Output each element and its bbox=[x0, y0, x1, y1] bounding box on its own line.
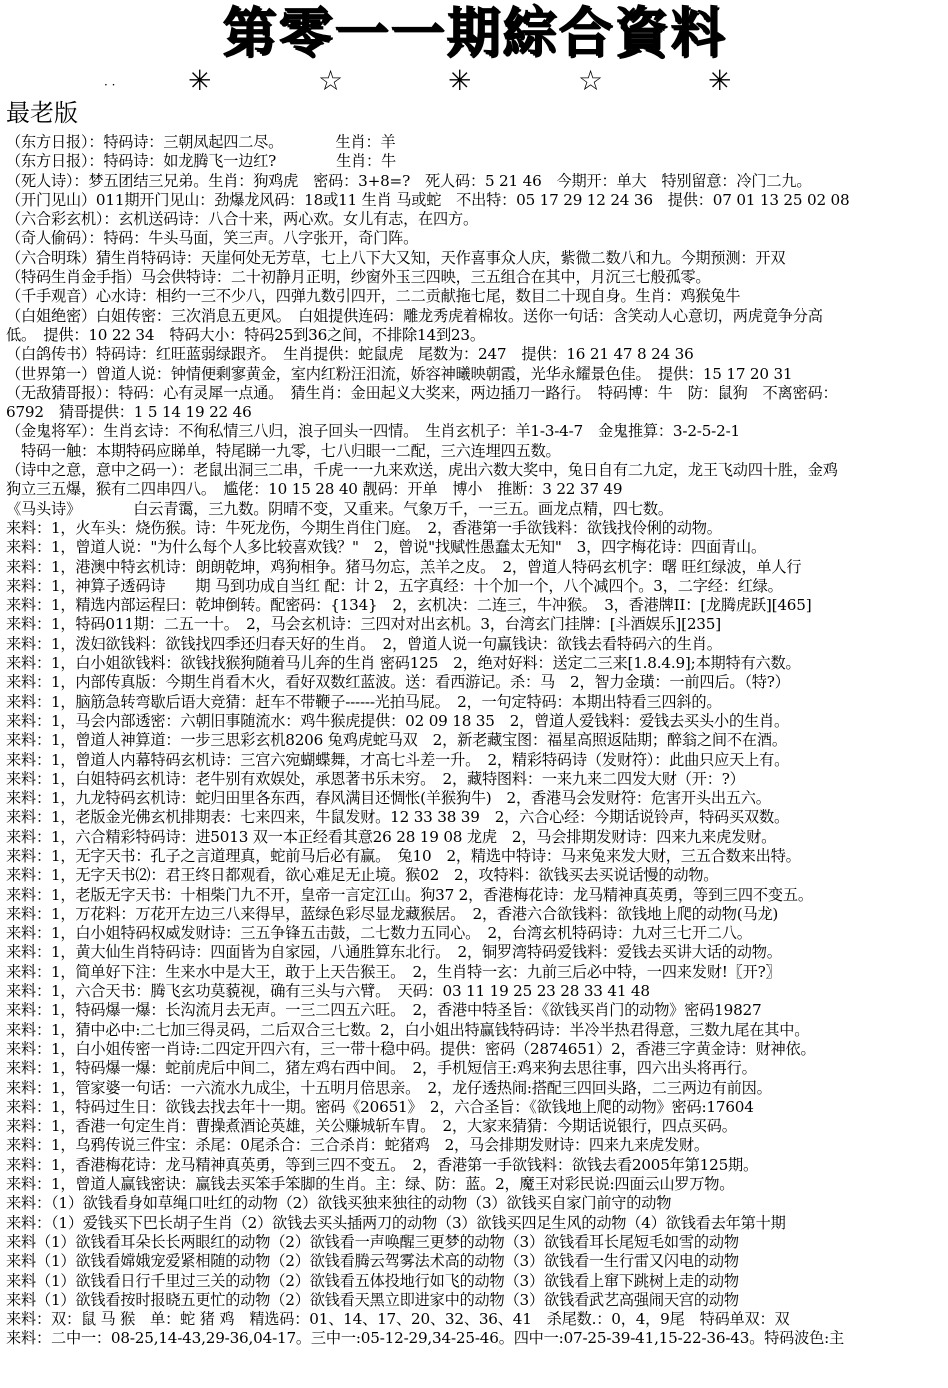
asterisk-star-icon: ✳ bbox=[188, 64, 212, 97]
text-line: 来料：1，特码过生日：欲钱去找去年十一期。密码《20651》 2，六合圣旨：《欲钱地上爬的动物》密码:17604 bbox=[6, 1097, 754, 1116]
text-line: 来料：1，内部传真版：今期生肖看木火，看好双数红蓝波。送：看西游记。杀：马 2，智力金璜：一前四后。（特?） bbox=[6, 673, 790, 692]
text-line: 来料：1，猜中必中:二七加三得灵码，二后双合三七数。2，白小姐出特赢钱特码诗：半冷半热君得意，三数九尾在其中。 bbox=[6, 1020, 810, 1039]
asterisk-star-icon: ✳ bbox=[708, 64, 732, 97]
text-line: 来料：1，黄大仙生肖特码诗：四面皆为自家园，八通胜算东北行。 2，铜罗湾特码爱钱料：爱钱去买讲大话的动物。 bbox=[6, 943, 782, 962]
text-line: 来料：1，白小姐传密一肖诗:二四定开四六有，三一带十稳中码。提供：密码（2874651）2，香港三字黄金诗：财神依。 bbox=[6, 1039, 816, 1058]
text-line: （死人诗）：梦五团结三兄弟。生肖：狗鸡虎 密码：3+8=? 死人码：5 21 46 今期开：单大 特别留意：冷门二九。 bbox=[6, 171, 812, 190]
star-row bbox=[0, 66, 948, 96]
text-line: 来料：1，六合天书：腾飞玄功莫藐视，确有三头与六臂。 天码：03 11 19 25 23 28 33 41 48 bbox=[6, 982, 650, 1001]
outline-star-icon: ☆ bbox=[578, 64, 604, 97]
text-line: 来料：1，神算子透码诗 期 马到功成自当红 配：计 2，五字真经：十个加一个，八个减四个。3，二字经：红绿。 bbox=[6, 576, 783, 595]
text-line: （世界第一）曾道人说：钟情便剩寥黄金，室内红粉汪汨流，娇容神曦映朝霞，光华永耀景色佳。 提供：15 17 20 31 bbox=[6, 364, 793, 383]
text-line: 来料：1，六合精彩特码诗：进5013 双一本正经看其意26 28 19 08 龙虎 2，马会排期发财诗：四来九来虎发财。 bbox=[6, 827, 777, 846]
text-line: 来料（1）欲钱看耳朵长长两眼红的动物（2）欲钱看一声唤醒三更梦的动物（3）欲钱看耳长尾短毛如雪的动物 bbox=[6, 1232, 739, 1251]
text-line: （千手观音）心水诗：相约一三不少八，四弹九数引四开，二二贡献拖七尾，数目二十现自身。生肖：鸡猴兔牛 bbox=[6, 287, 741, 306]
text-line: （金鬼将军）：生肖玄诗：不徇私情三八归，浪子回头一四情。 生肖玄机子：羊1-3-4-7 金鬼推算：3-2-5-2-1 bbox=[6, 422, 740, 441]
text-line: 来料：1，老版无字天书：十相柴门九不开，皇帝一言定江山。狗37 2，香港梅花诗：龙马精神真英勇，等到三四不变五。 bbox=[6, 885, 813, 904]
text-line: 来料：1，白小姐欲钱料：欲钱找猴狗随着马儿奔的生肖 密码125 2，绝对好料：送定二三来[1.8.4.9];本期特有六数。 bbox=[6, 654, 801, 673]
text-line: 来料：1，曾道人说："为什么每个人多比较喜欢钱？" 2，曾说"找赋性愚蠢太无知" 3，四字梅花诗：四面青山。 bbox=[6, 538, 766, 557]
text-line: （白鸽传书）特码诗：红旺蓝弱绿跟齐。 生肖提供：蛇鼠虎 尾数为：247 提供：16 21 47 8 24 36 bbox=[6, 345, 694, 364]
text-line: 来料：1，马会内部透密：六朝旧事随流水：鸡牛猴虎提供：02 09 18 35 2，曾道人爱钱料：爱钱去买头小的生肖。 bbox=[6, 711, 789, 730]
text-line: 来料：1，老版金光佛玄机排期表：七来四来，牛鼠发财。12 33 38 39 2，六合心经：今期话说铃声，特码买双数。 bbox=[6, 808, 789, 827]
text-line: （无敌猜哥报）：特码：心有灵犀一点通。 猜生肖：金田起义大奖来，两边插刀一路行。 特码博：牛 防：鼠狗 不离密码： bbox=[6, 383, 838, 402]
text-line: 来料：1，白小姐特码权威发财诗：三五争锋五击鼓，二七数力五同心。 2，台湾玄机特码诗：九对三七开二八。 bbox=[6, 924, 752, 943]
text-line: 来料（1）欲钱看按时报晓五更忙的动物（2）欲钱看天黑立即进家中的动物（3）欲钱看武艺高强闹天宫的动物 bbox=[6, 1290, 739, 1309]
text-line: （六合明珠）猜生肖特码诗：天崖何处无芳草，七上八下大又知，天作喜事众人庆，紫微二数八和九。今期预测：开双 bbox=[6, 248, 786, 267]
text-line: 来料：1，管家婆一句话：一六流水九成尘，十五明月倍思亲。 2，龙仔透热闹:搭配三四回头路，二三两边有前因。 bbox=[6, 1078, 772, 1097]
text-line: 来料：1，曾道人内幕特码玄机诗：三宫六宛蝴蝶舞，才高七斗差一升。 2，精彩特码诗（发财符）：此曲只应天上有。 bbox=[6, 750, 790, 769]
text-line: （东方日报）：特码诗：三朝凤起四二尽。 生肖：羊 bbox=[6, 133, 396, 151]
text-line: 低。 提供：10 22 34 特码大小：特码25到36之间，不排除14到23。 bbox=[6, 325, 485, 344]
text-line: 来料（1）欲钱看日行千里过三关的动物（2）欲钱看五体投地行如飞的动物（3）欲钱看上窜下跳树上走的动物 bbox=[6, 1271, 739, 1290]
text-line: 来料：1，无字天书：孔子之言道理真，蛇前马后必有赢。 兔10 2，精选中特诗：马来兔来发大财，三五合数来出特。 bbox=[6, 846, 801, 865]
text-line: 来料：1，无字天书⑵：君王终日都观看，欲心难足无止境。猴02 2，攻特料：欲钱买去买说话慢的动物。 bbox=[6, 866, 719, 885]
text-line: （六合彩玄机）：玄机送码诗：八合十来，两心欢。女儿有志，在四方。 bbox=[6, 210, 479, 229]
text-line: （诗中之意，意中之码一）：老鼠出洞三二串，千虎一一九来欢送，虎出六数大奖中，兔日自有二九定，龙王飞动四十胜，金鸡 bbox=[6, 461, 838, 480]
text-line: 特码一触：本期特码应睇单，特尾睇一九零，七八归眼一二配，三六连埋四五数。 bbox=[6, 441, 561, 460]
text-line: 来料：1，曾道人赢钱密诀：赢钱去买笨手笨脚的生肖。主：绿、防：蓝。2，魔王对彩民说:四面云山罗万物。 bbox=[6, 1175, 735, 1194]
text-line: （东方日报）：特码诗：如龙腾飞一边红? 生肖：牛 bbox=[6, 152, 397, 171]
decorative-dots: · · bbox=[104, 78, 116, 92]
text-line: 来料：双：鼠 马 猴 单：蛇 猪 鸡 精选码：01、14、17、20、32、36、41 杀尾数.：0，4，9尾 特码单双：双 bbox=[6, 1310, 790, 1329]
text-line: （白姐绝密）白姐传密：三次消息五更风。 白姐提供连码：雕龙秀虎着棉妆。送你一句话：含笑动人心意切，两虎竟争分高 bbox=[6, 306, 823, 325]
text-line: 来料：（1）欲钱看身如草绳口吐红的动物（2）欲钱买独来独往的动物（3）欲钱买自家门前守的动物 bbox=[6, 1194, 672, 1213]
text-line: 来料：1，泼妇欲钱料：欲钱找四季还归春天好的生肖。 2，曾道人说一句赢钱诀：欲钱去看特码六的生肖。 bbox=[6, 634, 722, 653]
text-line: 来料：二中一：08-25,14-43,29-36,04-17。三中一:05-12-29,34-25-46。四中一:07-25-39-41,15-22-36-43。特码波色:主 bbox=[6, 1329, 845, 1348]
content-lines bbox=[6, 133, 944, 1349]
text-line: 来料：1，港澳中特玄机诗：朗朗乾坤，鸡狗相争。猪马勿忘，羔羊之皮。 2，曾道人特码玄机字：曙 旺红绿波，单人行 bbox=[6, 557, 802, 576]
text-line: 来料：1，香港梅花诗：龙马精神真英勇，等到三四不变五。 2，香港第一手欲钱料：欲钱去看2005年第125期。 bbox=[6, 1155, 759, 1174]
edition-label: 最老版 bbox=[6, 99, 78, 127]
asterisk-star-icon: ✳ bbox=[448, 64, 472, 97]
page-title: 第零一一期綜合資料 bbox=[222, 1, 726, 64]
text-line: 来料：1，香港一句定生肖：曹操煮酒论英雄，关公赚城斩车胄。 2，大家来猜猜：今期话说银行，四点买码。 bbox=[6, 1117, 737, 1136]
text-line: （奇人偷码）：特码：牛头马面，笑三声。八字张开，奇门阵。 bbox=[6, 229, 419, 248]
text-line: 来料：1，特码011期：二五一十。 2，马会玄机诗：三四对对出玄机。3，台湾玄门挂牌：[斗酒娱乐][235] bbox=[6, 615, 721, 634]
text-line: 来料：1，火车头：烧伤猴。诗：牛死龙伤，今期生肖住门庭。 2，香港第一手欲钱料：欲钱找伶俐的动物。 bbox=[6, 518, 722, 537]
text-line: 6792 猜哥提供：1 5 14 19 22 46 bbox=[6, 403, 252, 422]
text-line: 《马头诗》 白云青霭，三九数。阴晴不变，又重来。气象万千，一三五。画龙点精，四七数。 bbox=[6, 499, 673, 518]
outline-star-icon: ☆ bbox=[318, 64, 344, 97]
text-line: 来料：1，简单好下注：生来水中是大王，敢于上天告猴王。 2，生肖特一玄：九前三后必中特，一四来发财!〖开?〗 bbox=[6, 962, 781, 981]
text-line: 来料（1）欲钱看嫦娥宠爱紧相随的动物（2）欲钱看腾云驾雾法术高的动物（3）欲钱看一生行雷又闪电的动物 bbox=[6, 1252, 739, 1271]
text-line: 来料：1，白姐特码玄机诗：老牛别有欢娱处，承恩著书乐未穷。 2，藏特图料：一来九来二四发大财（开：?） bbox=[6, 769, 745, 788]
text-line: 来料：1，特码爆一爆：蛇前虎后中间二，猪左鸡右西中间。 2，手机短信王:鸡来狗去思往事，四六出头将再行。 bbox=[6, 1059, 757, 1078]
text-line: （开门见山）011期开门见山：劲爆龙风码：18或11 生肖 马或蛇 不出特：05 17 29 12 24 36 提供：07 01 13 25 02 08 bbox=[6, 190, 850, 209]
text-line: 狗立三五爆，猴有二四串四八。 尴佬：10 15 28 40 靓码：开单 博小 推断：3 22 37 49 bbox=[6, 480, 623, 499]
text-line: 来料：1，特码爆一爆：长沟流月去无声。一三二四五六旺。 2，香港中特圣旨：《欲钱买肖门的动物》密码19827 bbox=[6, 1001, 762, 1020]
text-line: 来料：1，脑筋急转弯歇后语大竞猜：赶车不带鞭子------光拍马屁。 2，一句定特码：本期出特看三四斜的。 bbox=[6, 692, 722, 711]
text-line: 来料：1，九龙特码玄机诗：蛇归田里各东西，春风满目还惆怅(羊猴狗牛) 2，香港马会发财符：危害开头出五六。 bbox=[6, 789, 771, 808]
text-line: 来料：1，曾道人神算道：一步三思彩玄机8206 兔鸡虎蛇马双 2，新老藏宝图：福星高照返陆期；醉翁之间不在酒。 bbox=[6, 731, 787, 750]
text-line: 来料：1，精选内部运程曰：乾坤倒转。配密码：{134} 2，玄机决：二连三，牛冲猴。 3，香港牌II：[龙腾虎跃][465] bbox=[6, 596, 812, 615]
text-line: 来料：（1）爱钱买下巴长胡子生肖（2）欲钱去买头插两刀的动物（3）欲钱买四足生风的动物（4）欲钱看去年第十期 bbox=[6, 1213, 786, 1232]
text-line: （特码生肖金手指）马会供特诗：二十初静月正明，纱窗外玉三四映，三五组合在其中，月沉三七般孤零。 bbox=[6, 268, 711, 287]
text-line: 来料：1，乌鸦传说三件宝：杀尾：0尾杀合：三合杀肖：蛇猪鸡 2，马会排期发财诗：四来九来虎发财。 bbox=[6, 1136, 709, 1155]
text-line: 来料：1，万花料：万花开左边三八来得早，蓝绿色彩尽显龙藏猴居。 2，香港六合欲钱料：欲钱地上爬的动物(马龙) bbox=[6, 904, 779, 923]
